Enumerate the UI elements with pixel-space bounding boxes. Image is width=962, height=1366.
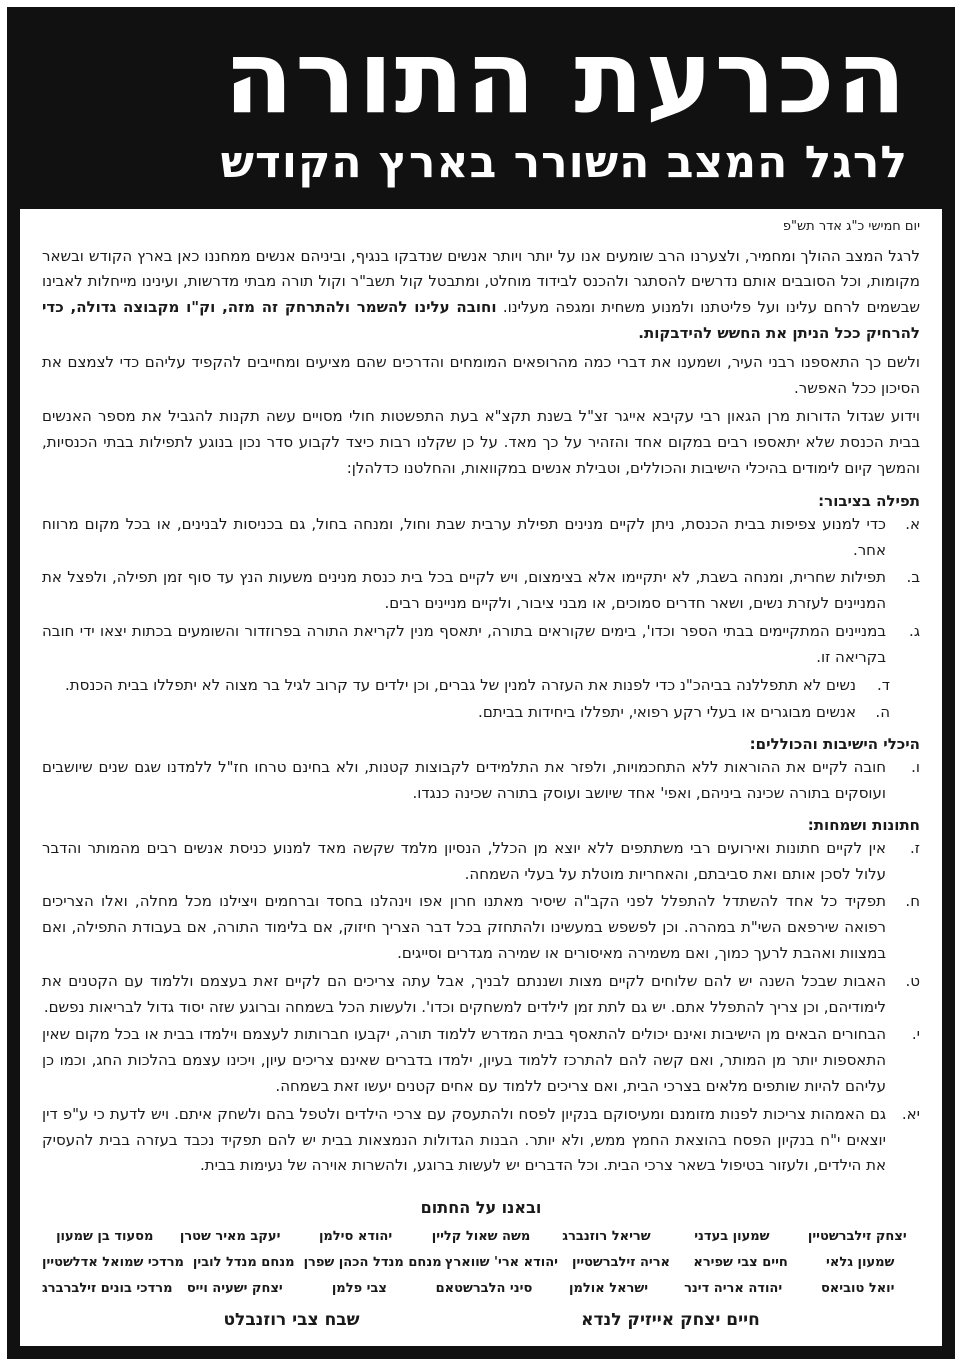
section-heading-weddings: חתונות ושמחות: bbox=[807, 815, 920, 834]
item-letter: יא. bbox=[901, 1104, 920, 1123]
signature-bottom-row bbox=[42, 1310, 920, 1330]
signature-name: מנחם מנדל לובין bbox=[192, 1255, 295, 1270]
list-item-he bbox=[42, 700, 890, 726]
intro-paragraph-1-text: לרגל המצב ההולך ומחמיר, ולצערנו הרב שומעים אנו על יותר ויותר אנשים שנדבקו בנגיף, וביניהם אנשים ממחננו כאן בארץ הקודש ובשאר מקומות, וכל הסובבים אותם נדרשים להסתגר ולהכנס לבידוד מוחלט, ומתבטל קול תשב"ר וקול תורה מבתי מדרשות, ועינינו מייחלות לאבינו שבשמים לרחם עלינו ועל פליטתנו ולמנוע משחית ומגפה מעלינו. bbox=[42, 246, 920, 317]
masthead bbox=[20, 7, 942, 209]
signature-name: שמעון גלאי bbox=[826, 1255, 895, 1270]
intro-paragraph-3: וידוע שגדול הדורות מרן הגאון רבי עקיבא אייגר זצ"ל בשנת תקצ"א בעת התפשטות חולי מסויים עשה תקנות להגביל את מספר האנשים בבית הכנסת שלא יתאספו רבים במקום אחד והזהיר על כך מאד. על כן שקלנו רבות כיצד לקבוע סדר נכון בנוגע לתפילות בבתי הכנסיות, והמשך קיום לימודים בהיכלי הישיבות והכוללים, וטבילת אנשים במקוואות, והחלטנו כדלהלן: bbox=[42, 407, 920, 477]
signature-name: יעקב מאיר שטרן bbox=[179, 1229, 281, 1244]
signatures-block bbox=[42, 1188, 920, 1336]
list-item-yod bbox=[42, 1022, 920, 1099]
document-title: הכרעת התורה bbox=[223, 18, 908, 136]
list-item-vav bbox=[42, 755, 920, 807]
list-item-yod-alef bbox=[42, 1102, 920, 1179]
item-text: חובה לקיים את ההוראות ללא התחכמויות, ולפזר את התלמידים לקבוצות קטנות, ולא בחינם טרחו חז"ל ללמדנו שגם שנים שיושבים ועוסקים בתורה שכינה ביניהם, ואפי' אחד שיושב ועוסק בתורה שכינה כנגדו. bbox=[42, 758, 886, 802]
section-heading-yeshivot: היכלי הישיבות והכוללים: bbox=[749, 735, 920, 754]
item-text: תפקיד כל אחד להשתדל להתפלל לפני הקב"ה שיסיר מאתנו חרון אפו וינהלנו בחסד וברחמים ויצילנו מכל מחלה, ואלו הצריכים רפואה שירפאם השי"ת במהרה. וכן לפשפש במעשינו ולהתחזק בכל דבר הצריך חיזוק, אם בלימוד התורה, אם בעבודת התפילה, ואם במצוות ואהבת לרעך כמוך, ואם משמירה מאיסורים או שמירה מגדרים וסייגים. bbox=[42, 892, 886, 962]
intro-paragraph-1 bbox=[42, 244, 920, 347]
signature-name: יואל טוביאס bbox=[820, 1281, 895, 1296]
document-frame bbox=[7, 7, 955, 1359]
signature-name: יהודה אריה דינר bbox=[684, 1281, 783, 1296]
signature-name-primary: שבח צבי רוזנבלט bbox=[223, 1310, 360, 1330]
intro-paragraph-1-bold: וחובה עלינו להשמר ולהתרחק זה מזה, וק"ו מקבוצה גדולה, כדי להרחיק ככל הניתן את החשש להידבקות. bbox=[42, 298, 920, 343]
signature-name: ישראל אולמן bbox=[569, 1281, 649, 1296]
item-text: אנשים מבוגרים או בעלי רקע רפואי, יתפללו ביחידות בביתם. bbox=[478, 703, 856, 722]
signature-name: חיים צבי שפירא bbox=[693, 1255, 788, 1270]
item-letter: ט. bbox=[905, 971, 920, 990]
item-letter: י. bbox=[911, 1025, 920, 1044]
signature-name: סיני הלברשטאם bbox=[435, 1281, 533, 1296]
list-item-bet bbox=[42, 565, 920, 617]
item-text: במניינים המתקיימים בבתי הספר וכדו', בימים שקוראים בתורה, יתאסף מנין לקריאת התורה בפרוזדור והשומעים בכתות יצאו ידי חובה בקריאה זו. bbox=[42, 621, 886, 666]
item-text: אין לקיים חתונות ואירועים רבי משתתפים ללא יוצא מן הכלל, הנסיון מלמד שקשה מאד למנוע כניסת אנשים רבים מהמותר והדבר עלול לסכן אותם ואת סביבתם, והאחריות מוטלת על בעלי השמחה. bbox=[42, 838, 886, 883]
list-item-tet bbox=[42, 969, 920, 1021]
item-text: גם האמהות צריכות לפנות מזומנם ומעיסוקם בנקיון לפסח ולהתעסק עם צרכי הילדים ולטפל בהם ולשחק איתם. ויש לדעת כי ע"פ דין יוצאים י"ח בנקיון הפסח בהוצאת החמץ ממש, ולא יותר. הבנות הגדולות הנמצאות בבית יש להם תפקיד נכבד בעזרה בבית להעסיק את הילדים, ולעזור בטיפול בשאר צרכי הבית. וכל הדברים יש לעשות ברוגע, ולהשרות אוירה של נעימות בבית. bbox=[42, 1104, 886, 1175]
signature-name: שמעון בעדני bbox=[694, 1229, 770, 1244]
item-letter: ב. bbox=[906, 568, 920, 587]
signature-name: יהודא סילמן bbox=[318, 1229, 393, 1244]
item-letter: ח. bbox=[905, 892, 920, 911]
signature-name: שריאל רוזנברג bbox=[562, 1229, 651, 1244]
item-text: האבות שבכל השנה יש להם שלוחים לקיים מצות ושננתם לבניך, אבל עתה צריכים הם לקיים זאת בעצמם וללמוד עם הקטנים את לימודיהם, וכן צריך להתפלל אתם. יש גם לתת זמן לילדים למשחקים וכדו'. ולעשות הכל בשמחה וברוגע שזה יסוד גדול לבריאות נפשם. bbox=[42, 971, 886, 1016]
signature-row-3 bbox=[42, 1281, 920, 1296]
signature-name-primary: חיים יצחק אייזיק לנדא bbox=[581, 1310, 760, 1330]
item-text: הבחורים הבאים מן הישיבות ואינם יכולים להתאסף בבית המדרש ללמוד תורה, יקבעו חברותות לעצמם וילמדו בבית או בכל מקום שאין התאספות יותר מן המותר, ואם קשה להם להתרכז ללמוד בעיון, ילמדו בדברים שאינם צריכים עיון, ויכינו עצמם בהלכות החג, וכמו כן עליהם להיות שותפים מלאים בצרכי הבית, ואם צריכים ללמוד עם אחים קטנים יעשו זאת בשמחה. bbox=[42, 1025, 886, 1095]
signatures-heading: ובאנו על החתום bbox=[420, 1198, 542, 1217]
item-letter: ו. bbox=[911, 758, 920, 777]
signature-row-1 bbox=[42, 1229, 920, 1244]
item-letter: ז. bbox=[910, 838, 920, 857]
item-letter: ג. bbox=[909, 621, 920, 640]
intro-paragraph-2: ולשם כך התאספנו רבני העיר, ושמענו את דברי כמה מהרופאים המומחים והדרכים שהם מציעים ומחייבים להקפיד עליהם כדי לצמצם את הסיכון ככל האפשר. bbox=[42, 352, 920, 397]
signature-name: משה שאול קליין bbox=[431, 1229, 531, 1244]
item-text: כדי למנוע צפיפות בבית הכנסת, ניתן לקיים מנינים תפילת ערבית שבת וחול, ומנחה בחול, גם בכניסות לבנינים, או בכל מקום מרווח אחר. bbox=[42, 514, 886, 559]
item-letter: א. bbox=[905, 514, 920, 533]
signature-name: צבי פלמן bbox=[331, 1281, 387, 1296]
list-item-zayin bbox=[42, 836, 920, 888]
signature-name: יהודא ארי' שווארץ bbox=[444, 1255, 558, 1270]
signature-row-2 bbox=[42, 1255, 920, 1270]
list-item-gimel bbox=[42, 619, 920, 671]
section-heading-public-prayer: תפילה בציבור: bbox=[818, 491, 920, 510]
signature-name: יצחק ישעיה וייס bbox=[186, 1281, 283, 1296]
signature-name: מסעוד בן שמעון bbox=[56, 1229, 154, 1244]
signature-name: מנחם מנדל הכהן שפרן bbox=[303, 1255, 442, 1270]
item-letter: ה. bbox=[875, 703, 890, 722]
document-subtitle: לרגל המצב השורר בארץ הקודש bbox=[220, 137, 908, 189]
signature-name: מרדכי שמואל אדלשטיין bbox=[42, 1255, 184, 1270]
document-body bbox=[20, 209, 942, 1346]
list-item-alef bbox=[42, 512, 920, 564]
list-item-het bbox=[42, 889, 920, 966]
item-text: תפילות שחרית, ומנחה בשבת, לא יתקיימו אלא בצימצום, ויש לקיים בכל בית כנסת מנינים משעות הנץ עד סוף זמן תפילה, ולפצל את המניינים לעזרת נשים, ושאר חדרים סמוכים, או מבני ציבור, ולקיים מניינים רבים. bbox=[42, 568, 886, 613]
date-line: יום חמישי כ"ג אדר תש"פ bbox=[782, 218, 920, 234]
item-text: נשים לא תתפללנה בביהכ"נ כדי לפנות את העזרה למנין של גברים, וכן ילדים עד קרוב לגיל בר מצוה לא יתפללו בבית הכנסת. bbox=[64, 675, 856, 694]
signature-name: מרדכי בונים זילברברג bbox=[42, 1281, 173, 1296]
item-letter: ד. bbox=[877, 675, 890, 694]
signature-name: אריה זילברשטיין bbox=[571, 1255, 671, 1270]
list-item-dalet bbox=[42, 673, 890, 699]
signature-name: יצחק זילברשטיין bbox=[807, 1229, 907, 1244]
